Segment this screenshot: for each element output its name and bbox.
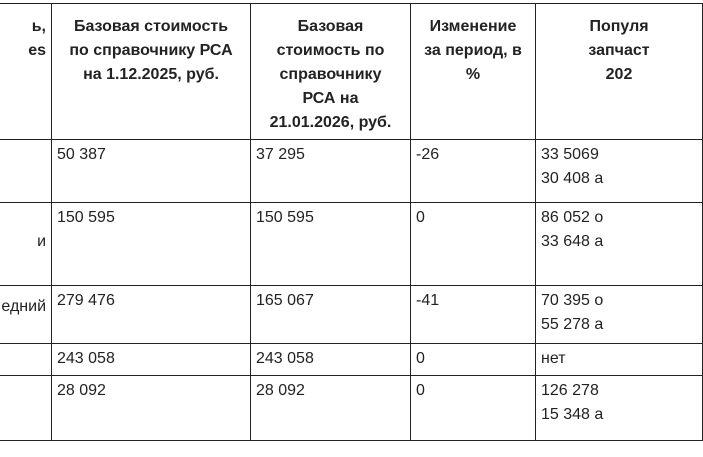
cell-change bbox=[411, 140, 536, 203]
cell-text: 30 408 а bbox=[541, 170, 604, 187]
cell-text: 150 595 bbox=[256, 209, 314, 226]
header-text: справочнику bbox=[279, 66, 382, 83]
cell-text: 15 348 а bbox=[541, 406, 604, 423]
cell-text: 86 052 о bbox=[541, 209, 604, 226]
header-text: 202 bbox=[605, 66, 633, 83]
header-cell-base-cost-jan bbox=[251, 4, 411, 140]
cell-text: 0 bbox=[416, 350, 425, 367]
cell-text: 37 295 bbox=[256, 146, 305, 163]
cell-change bbox=[411, 203, 536, 286]
header-text: стоимость по bbox=[276, 42, 385, 59]
cell-base-cost-dec bbox=[52, 140, 251, 203]
table-row bbox=[0, 140, 703, 203]
cell-text: 28 092 bbox=[57, 382, 106, 399]
header-text: на 1.12.2025, руб. bbox=[83, 66, 219, 83]
header-text: за период, в bbox=[424, 42, 522, 59]
cell-change bbox=[411, 286, 536, 344]
header-text: ь, bbox=[31, 18, 46, 35]
cell-text: 165 067 bbox=[256, 292, 314, 309]
cell-text: -26 bbox=[416, 146, 440, 163]
table-header-row bbox=[0, 4, 703, 140]
header-text: % bbox=[465, 66, 481, 83]
cell-text: 50 387 bbox=[57, 146, 106, 163]
header-cell-base-cost-dec bbox=[52, 4, 251, 140]
header-cell-col0 bbox=[0, 4, 52, 140]
cell-base-cost-jan bbox=[251, 344, 411, 376]
header-text: Базовая bbox=[297, 18, 364, 35]
cell-text: 33 5069 bbox=[541, 146, 599, 163]
cell-col0 bbox=[0, 376, 52, 441]
cell-popular-parts bbox=[536, 140, 703, 203]
cell-text: нет bbox=[541, 350, 566, 367]
header-text: 21.01.2026, руб. bbox=[269, 114, 392, 131]
cell-change bbox=[411, 376, 536, 441]
header-cell-change bbox=[411, 4, 536, 140]
cell-text: едний bbox=[1, 298, 46, 315]
header-text: es bbox=[28, 42, 46, 59]
header-text: Базовая стоимость bbox=[73, 18, 229, 35]
cell-base-cost-dec bbox=[52, 344, 251, 376]
cell-base-cost-jan bbox=[251, 286, 411, 344]
cell-base-cost-dec bbox=[52, 286, 251, 344]
cell-base-cost-dec bbox=[52, 376, 251, 441]
cell-text: 243 058 bbox=[256, 350, 314, 367]
cell-base-cost-dec bbox=[52, 203, 251, 286]
cell-text: 55 278 а bbox=[541, 316, 604, 333]
cell-text: 0 bbox=[416, 209, 425, 226]
cell-text: 0 bbox=[416, 382, 425, 399]
table-row bbox=[0, 286, 703, 344]
table-row bbox=[0, 203, 703, 286]
cell-text: -41 bbox=[416, 292, 440, 309]
table-row bbox=[0, 344, 703, 376]
cell-text: 28 092 bbox=[256, 382, 305, 399]
cell-popular-parts bbox=[536, 344, 703, 376]
cell-col0 bbox=[0, 140, 52, 203]
header-text: Популя bbox=[589, 18, 649, 35]
header-text: Изменение bbox=[429, 18, 517, 35]
cell-text: 33 648 а bbox=[541, 233, 604, 250]
cell-change bbox=[411, 344, 536, 376]
table-row bbox=[0, 376, 703, 441]
cell-base-cost-jan bbox=[251, 203, 411, 286]
cell-col0 bbox=[0, 344, 52, 376]
cell-text: 279 476 bbox=[57, 292, 115, 309]
cell-popular-parts bbox=[536, 376, 703, 441]
cell-text: 243 058 bbox=[57, 350, 115, 367]
cell-col0 bbox=[0, 286, 52, 344]
cell-col0 bbox=[0, 203, 52, 286]
header-text: РСА на bbox=[302, 90, 359, 107]
cell-popular-parts bbox=[536, 203, 703, 286]
cell-text: 126 278 bbox=[541, 382, 599, 399]
cell-text: и bbox=[37, 233, 46, 250]
cell-base-cost-jan bbox=[251, 140, 411, 203]
price-comparison-table bbox=[0, 3, 703, 441]
header-text: по справочнику РСА bbox=[69, 42, 233, 59]
header-text: запчаст bbox=[588, 42, 650, 59]
cell-base-cost-jan bbox=[251, 376, 411, 441]
header-cell-popular-parts bbox=[536, 4, 703, 140]
cell-popular-parts bbox=[536, 286, 703, 344]
cell-text: 70 395 о bbox=[541, 292, 604, 309]
cell-text: 150 595 bbox=[57, 209, 115, 226]
